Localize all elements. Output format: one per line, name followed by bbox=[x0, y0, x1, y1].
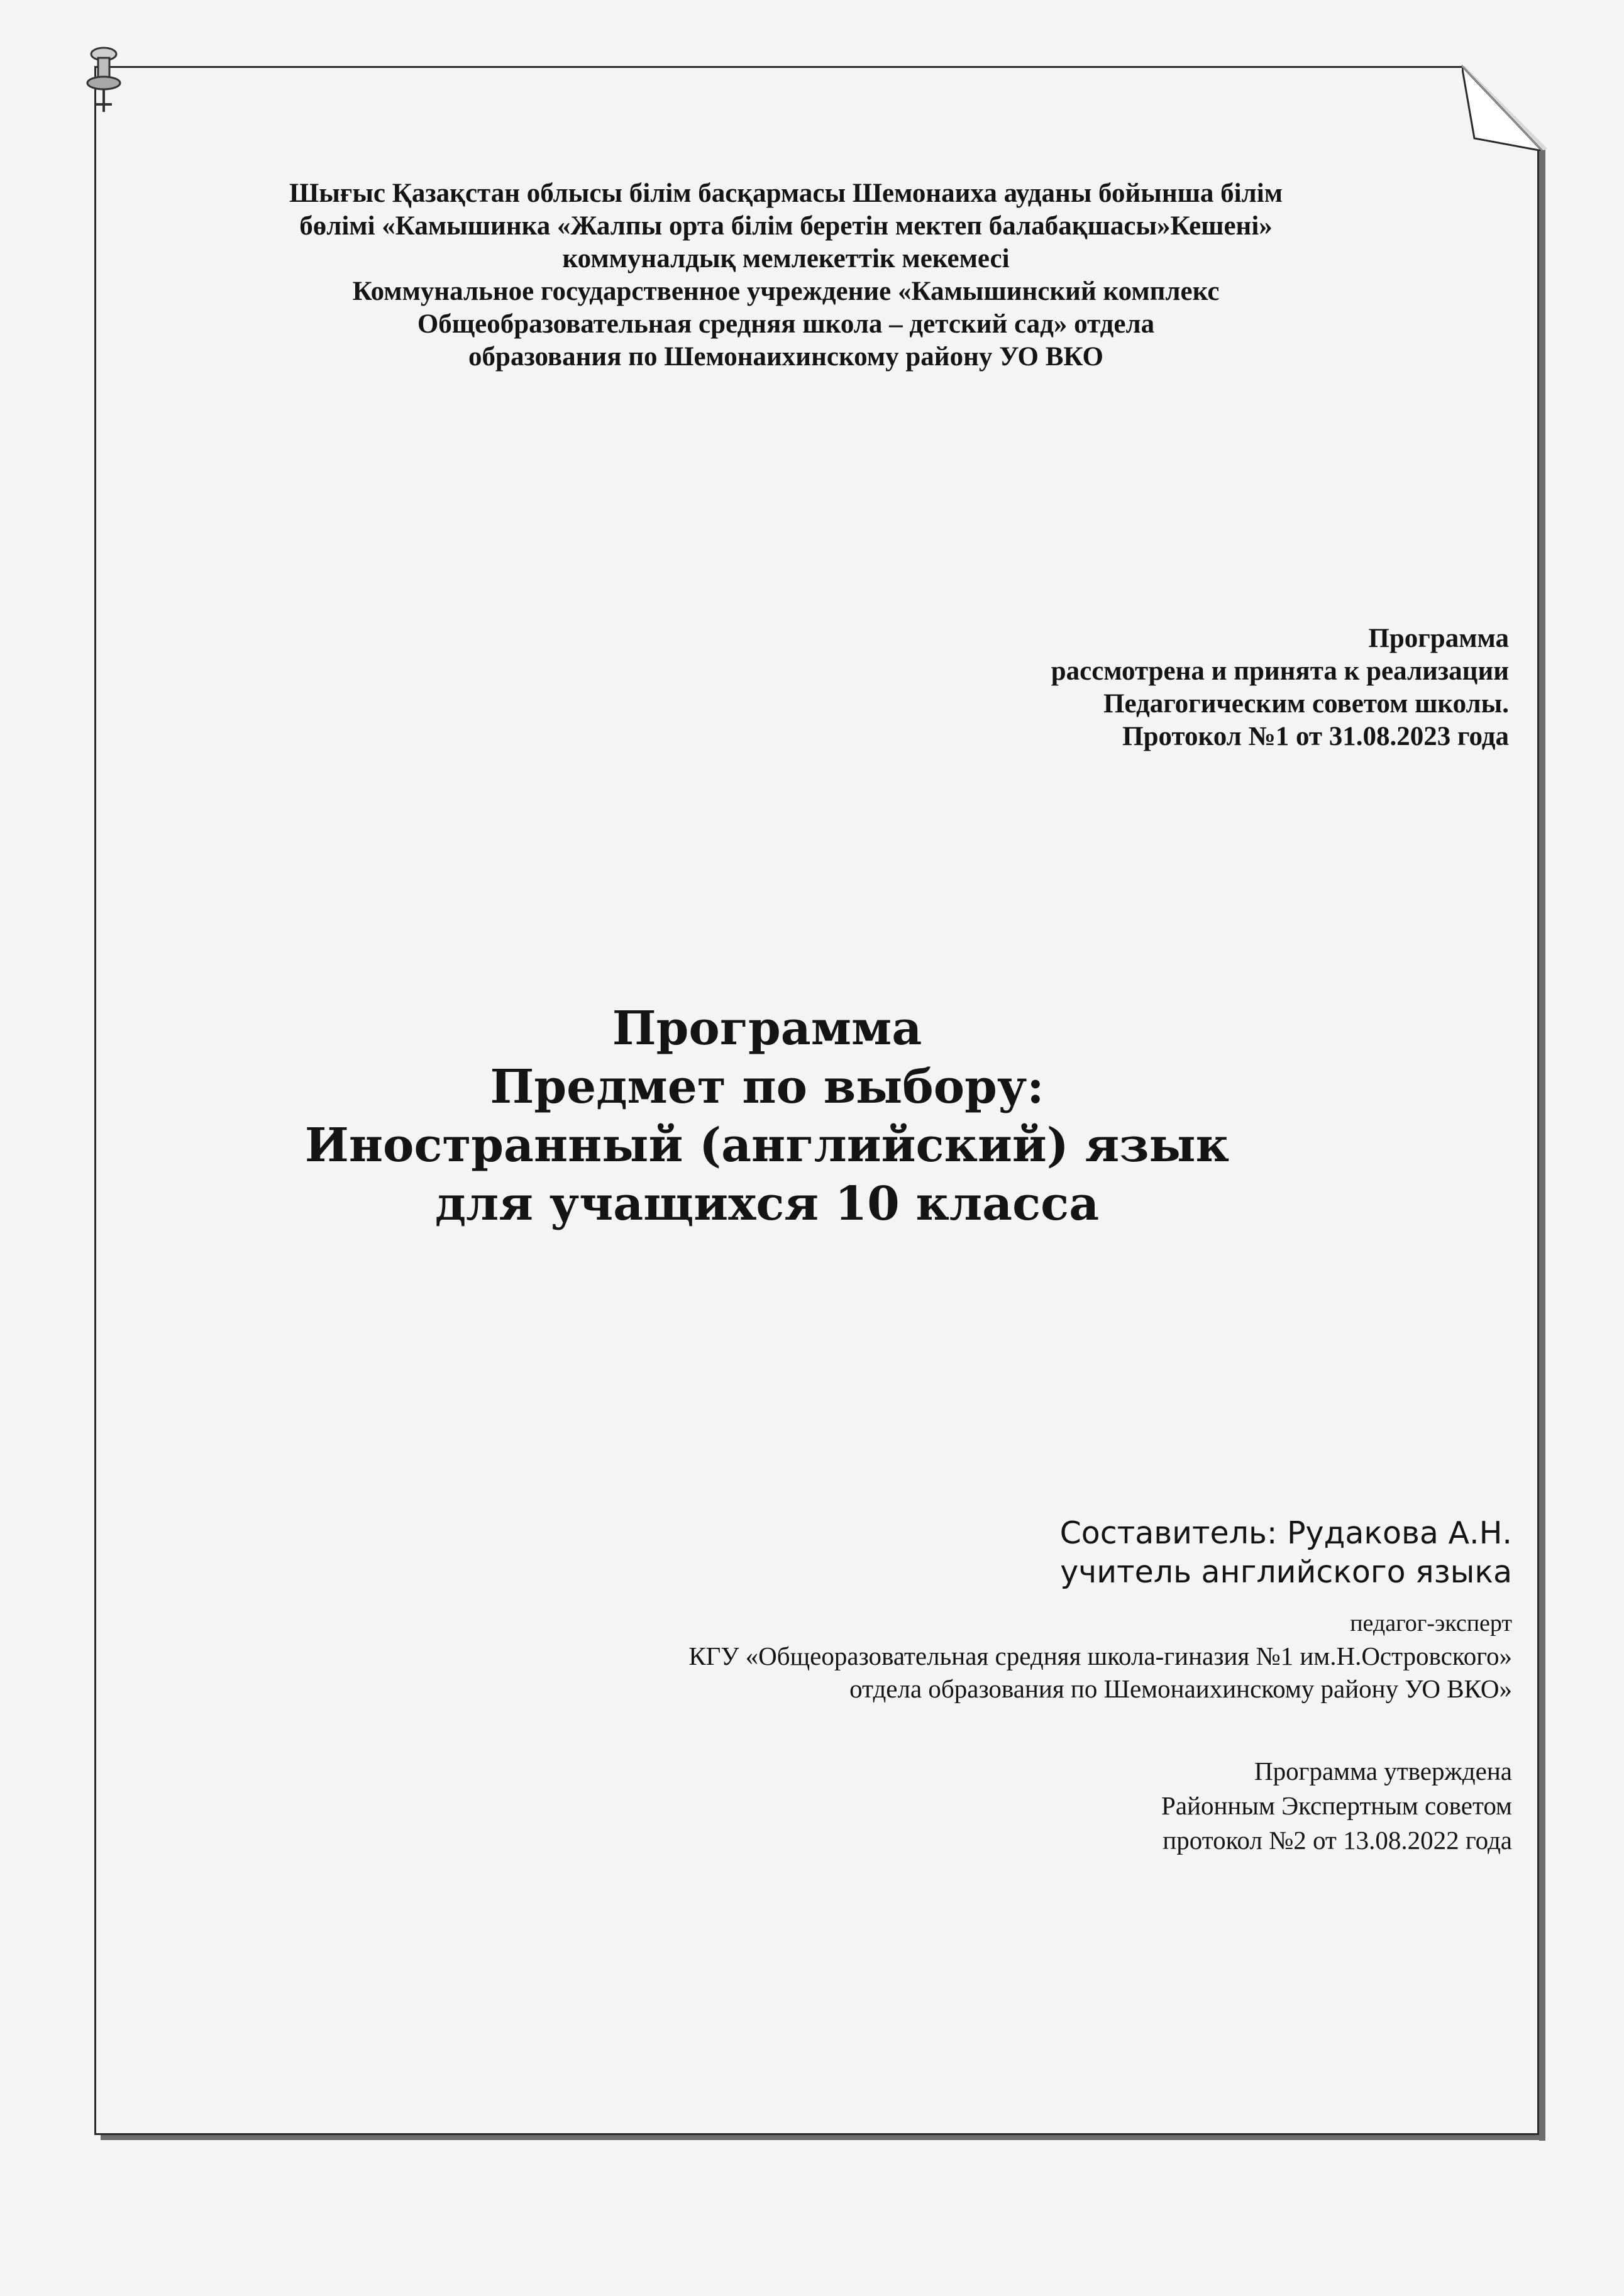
approval-line: Педагогическим советом школы. bbox=[1103, 689, 1509, 719]
approved-line: Программа утверждена bbox=[1254, 1757, 1512, 1785]
council-approval-note bbox=[817, 622, 1509, 753]
header-line: Коммунальное государственное учреждение «Камышинский комплекс bbox=[352, 277, 1220, 306]
approval-line: Программа bbox=[1368, 624, 1509, 653]
title-line: Предмет по выбору: bbox=[490, 1060, 1044, 1114]
header-line: Общеобразовательная средняя школа – детский сад» отдела bbox=[417, 309, 1155, 339]
author-details bbox=[409, 1607, 1512, 1705]
author-position: учитель английского языка bbox=[1060, 1554, 1512, 1590]
author-name: Составитель: Рудакова А.Н. bbox=[1059, 1515, 1512, 1551]
document-title bbox=[251, 1000, 1283, 1234]
header-line: бөлімі «Камышинка «Жалпы орта білім беретін мектеп балабақшасы»Кешені» bbox=[299, 211, 1273, 241]
page-shadow-right bbox=[1539, 145, 1545, 2141]
author-department: отдела образования по Шемонаихинскому району УО ВКО» bbox=[849, 1674, 1512, 1703]
title-line: Иностранный (английский) язык bbox=[304, 1118, 1230, 1173]
header-line: коммуналдық мемлекеттік мекемесі bbox=[562, 244, 1010, 273]
institution-header bbox=[207, 177, 1364, 373]
approval-line: Протокол №1 от 31.08.2023 года bbox=[1122, 722, 1509, 751]
author-school: КГУ «Общеоразовательная средняя школа-гиназия №1 им.Н.Островского» bbox=[688, 1642, 1512, 1670]
title-line: Программа bbox=[612, 1002, 922, 1056]
expert-approval-note bbox=[880, 1754, 1512, 1858]
author-block bbox=[440, 1514, 1512, 1592]
approval-line: рассмотрена и принята к реализации bbox=[1051, 656, 1509, 686]
pushpin-icon bbox=[82, 44, 126, 126]
folded-corner-icon bbox=[1462, 63, 1550, 151]
title-line: для учащихся 10 класса bbox=[434, 1177, 1100, 1231]
author-category: педагог-эксперт bbox=[1350, 1610, 1512, 1636]
header-line: образования по Шемонаихинскому району УО ВКО bbox=[468, 342, 1103, 372]
approved-line: Районным Экспертным советом bbox=[1161, 1791, 1512, 1820]
header-line: Шығыс Қазақстан облысы білім басқармасы Шемонаиха ауданы бойынша білім bbox=[289, 179, 1283, 208]
approved-line: протокол №2 от 13.08.2022 года bbox=[1163, 1826, 1512, 1855]
